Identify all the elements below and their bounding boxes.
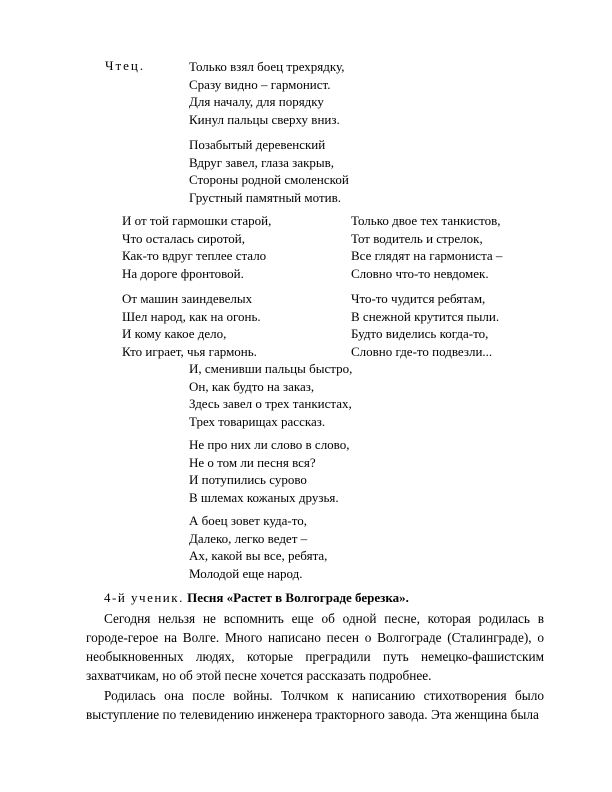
verse-line: Трех товарищах рассказ. [189, 413, 326, 429]
verse-line: Не о том ли песня вся? [189, 454, 316, 470]
stanza-3 [122, 212, 271, 282]
section-heading [104, 590, 409, 606]
verse-line: Кто играет, чья гармонь. [122, 343, 257, 359]
verse-line: И кому какое дело, [122, 326, 227, 341]
verse-line: Шел народ, как на огонь. [122, 308, 261, 324]
stanza-5 [122, 290, 261, 360]
verse-line: Вдруг завел, глаза закрыв, [189, 154, 335, 170]
verse-line: А боец зовет куда-то, [189, 513, 307, 528]
verse-line: Все глядят на гармониста – [351, 248, 503, 263]
stanza-9 [189, 512, 327, 582]
student-label: 4-й ученик. [104, 590, 184, 605]
speaker-label: Чтец. [105, 58, 146, 73]
verse-line: Не про них ли слово в слово, [189, 437, 350, 452]
verse-line: Молодой еще народ. [189, 565, 303, 581]
verse-line: Что осталась сиротой, [122, 230, 246, 246]
stanza-2 [189, 136, 349, 206]
verse-line: Сразу видно – гармонист. [189, 76, 331, 92]
verse-line: В шлемах кожаных друзья. [189, 489, 339, 505]
stanza-7 [189, 360, 352, 430]
verse-line: От машин заиндевелых [122, 291, 253, 306]
verse-line: В снежной крутится пыли. [351, 308, 500, 324]
verse-line: Как-то вдруг теплее стало [122, 248, 267, 263]
paragraph: Родилась она после войны. Толчком к написанию стихотворения было выступление по телевидению инженера тракторного завода. Эта женщина была [86, 688, 544, 722]
verse-line: Только двое тех танкистов, [351, 213, 501, 228]
verse-line: Что-то чудится ребятам, [351, 291, 486, 306]
verse-line: Здесь завел о трех танкистах, [189, 396, 352, 411]
verse-line: Стороны родной смоленской [189, 172, 349, 187]
paragraph: Сегодня нельзя не вспомнить еще об одной песне, которая родилась в городе-герое на Волге. Много написано песен о Волгограде (Сталинграде), о необыкновенных людях, которые преградили путь немецко-фашистским захватчикам, но об этой песне хочется рассказать подробнее. [86, 611, 544, 683]
song-title: Песня «Растет в Волгограде березка». [187, 590, 409, 605]
stanza-8 [189, 436, 349, 506]
verse-line: И, сменивши пальцы быстро, [189, 361, 353, 376]
verse-line: Позабытый деревенский [189, 137, 326, 152]
verse-line: Тот водитель и стрелок, [351, 230, 483, 246]
verse-line: Грустный памятный мотив. [189, 189, 341, 205]
verse-line: Далеко, легко ведет – [189, 530, 308, 546]
verse-line: Словно где-то подвезли... [351, 343, 493, 359]
verse-line: Для началу, для порядку [189, 94, 324, 109]
stanza-6 [351, 290, 499, 360]
stanza-1 [189, 58, 344, 128]
verse-line: Он, как будто на заказ, [189, 378, 315, 394]
verse-line: Только взял боец трехрядку, [189, 59, 345, 74]
stanza-4 [351, 212, 502, 282]
verse-line: И потупились сурово [189, 472, 307, 487]
verse-line: Будто виделись когда-то, [351, 326, 489, 341]
verse-line: Словно что-то невдомек. [351, 265, 489, 281]
verse-line: Кинул пальцы сверху вниз. [189, 111, 340, 127]
verse-line: И от той гармошки старой, [122, 213, 272, 228]
verse-line: На дороге фронтовой. [122, 265, 244, 281]
verse-line: Ах, какой вы все, ребята, [189, 548, 328, 563]
